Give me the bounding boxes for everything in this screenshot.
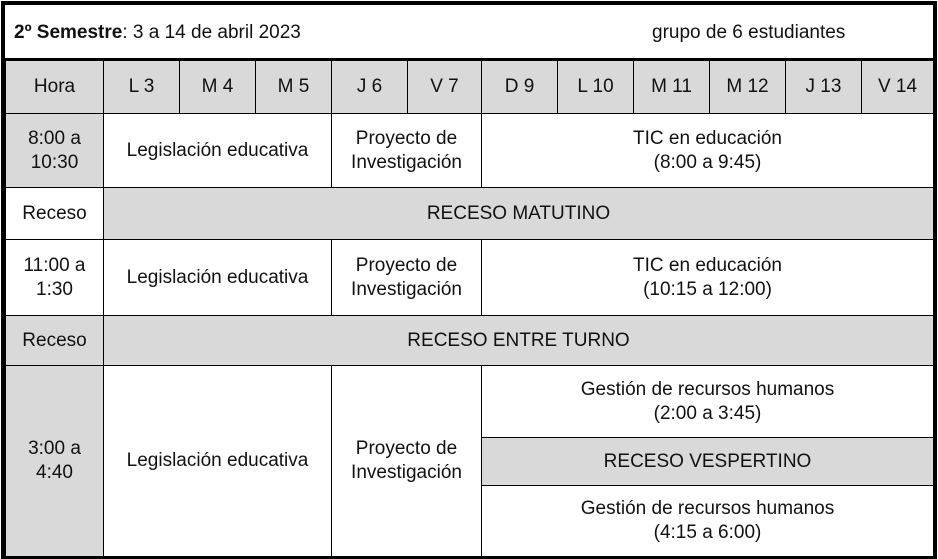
- hour-line: 11:00 a: [23, 254, 86, 276]
- class-line: Investigación: [351, 151, 462, 173]
- column-header-day: M 5: [256, 61, 332, 114]
- hour-cell: [6, 366, 104, 557]
- class-legislacion: Legislación educativa: [104, 114, 332, 188]
- morning-row: [6, 114, 934, 188]
- column-header-day: L 3: [104, 61, 180, 114]
- class-legislacion: Legislación educativa: [104, 366, 332, 557]
- class-gestion: [482, 486, 934, 557]
- hour-line: 4:40: [36, 462, 73, 483]
- hour-cell: Receso: [6, 316, 104, 366]
- class-line: Proyecto de: [355, 127, 458, 149]
- column-header-day: J 6: [332, 61, 408, 114]
- class-gestion: [482, 366, 934, 438]
- hour-line: 10:30: [30, 151, 79, 173]
- class-line: Proyecto de: [355, 254, 458, 276]
- recess-label: RECESO VESPERTINO: [482, 438, 934, 486]
- class-tic: [482, 114, 934, 188]
- hour-line: 8:00 a: [28, 127, 81, 149]
- column-header-day: J 13: [786, 61, 862, 114]
- class-time: (10:15 a 12:00): [643, 278, 772, 300]
- recess-row: [6, 188, 934, 240]
- column-header-day: L 10: [558, 61, 634, 114]
- group-size: grupo de 6 estudiantes: [652, 22, 846, 43]
- class-tic: [482, 240, 934, 316]
- hour-cell: Receso: [6, 188, 104, 240]
- date-range: : 3 a 14 de abril 2023: [122, 22, 301, 43]
- column-header-day: V 7: [408, 61, 482, 114]
- hour-line: 1:30: [36, 278, 73, 300]
- semester-label: 2º Semestre: [14, 22, 123, 43]
- hour-cell: [6, 114, 104, 188]
- class-proyecto: [332, 366, 482, 557]
- column-header-hora: Hora: [6, 61, 104, 114]
- class-proyecto: [332, 114, 482, 188]
- schedule-table: [5, 60, 934, 557]
- column-header-day: D 9: [482, 61, 558, 114]
- column-header-day: M 4: [180, 61, 256, 114]
- hour-cell: [6, 240, 104, 316]
- hour-line: 3:00 a: [28, 438, 81, 459]
- day-header-row: [6, 61, 934, 114]
- class-time: (8:00 a 9:45): [653, 151, 762, 173]
- schedule-frame: [1, 1, 937, 559]
- class-time: (4:15 a 6:00): [653, 522, 762, 543]
- recess-label: RECESO MATUTINO: [104, 188, 934, 240]
- column-header-day: M 12: [710, 61, 786, 114]
- class-line: TIC en educación: [633, 254, 782, 276]
- class-time: (2:00 a 3:45): [653, 402, 762, 424]
- recess-row: [6, 316, 934, 366]
- afternoon-row: [6, 366, 934, 438]
- class-proyecto: [332, 240, 482, 316]
- column-header-day: V 14: [862, 61, 934, 114]
- class-line: Investigación: [351, 462, 462, 483]
- midday-row: [6, 240, 934, 316]
- class-line: Investigación: [351, 278, 462, 300]
- class-line: Gestión de recursos humanos: [580, 498, 835, 519]
- class-line: Proyecto de: [355, 438, 458, 459]
- schedule-header: [5, 5, 933, 60]
- class-line: TIC en educación: [633, 127, 782, 149]
- class-line: Gestión de recursos humanos: [580, 378, 835, 400]
- recess-label: RECESO ENTRE TURNO: [104, 316, 934, 366]
- semester-title: [14, 22, 301, 44]
- class-legislacion: Legislación educativa: [104, 240, 332, 316]
- column-header-day: M 11: [634, 61, 710, 114]
